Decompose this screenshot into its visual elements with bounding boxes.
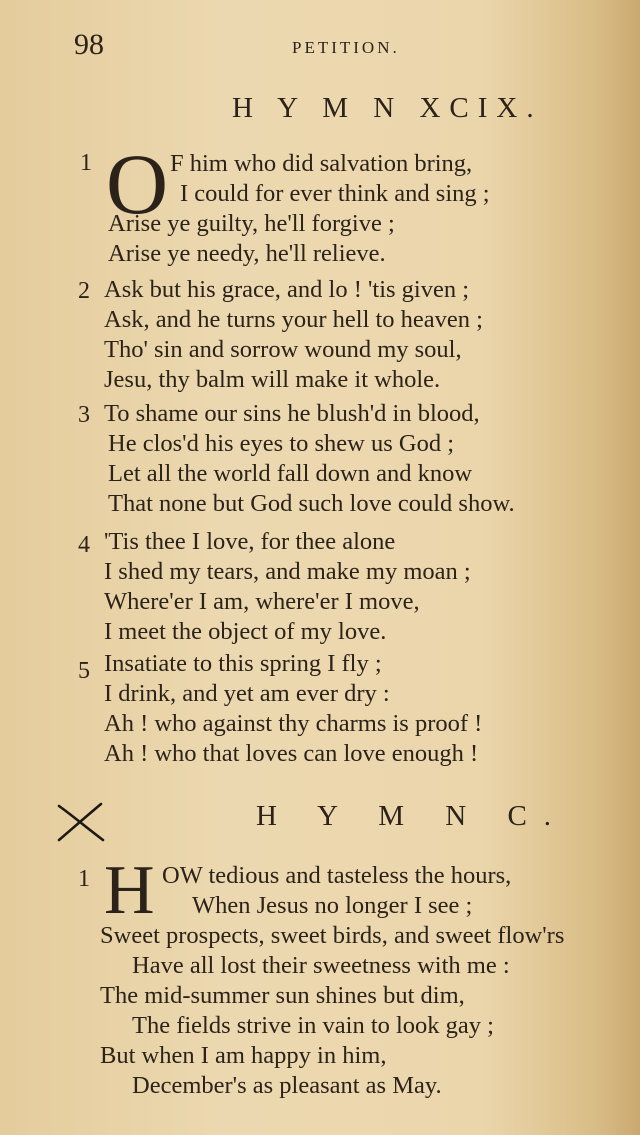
verse-line: Let all the world fall down and know [108,460,473,487]
hymn-title-c: H Y M N C. [256,800,569,832]
verse-line: The mid-summer sun shines but dim, [100,982,465,1009]
hymn-title-xcix: H Y M N XCIX. [232,92,543,124]
verse-line: I drink, and yet am ever dry : [104,680,390,707]
running-head: PETITION. [292,38,400,57]
page-number: 98 [74,28,104,61]
stanza-number: 1 [80,150,92,176]
stanza-number: 1 [78,866,90,892]
verse-line: Ask, and he turns your hell to heaven ; [104,306,483,333]
verse-line: When Jesus no longer I see ; [192,892,473,919]
handwritten-x-mark-icon [55,800,107,844]
verse-line: That none but God such love could show. [108,490,515,517]
verse-line: Ah ! who that loves can love enough ! [104,740,479,767]
verse-line: OW tedious and tasteless the hours, [162,862,512,889]
stanza-number: 5 [78,658,90,684]
stanza-number: 3 [78,402,90,428]
verse-line: Have all lost their sweetness with me : [132,952,510,979]
verse-line: F him who did salvation bring, [170,150,473,177]
verse-line: December's as pleasant as May. [132,1072,442,1099]
page-header [0,28,640,64]
verse-line: The fields strive in vain to look gay ; [132,1012,494,1039]
drop-cap: H [104,852,155,929]
stanza-number: 2 [78,278,90,304]
verse-line: I meet the object of my love. [104,618,387,645]
verse-line: Ask but his grace, and lo ! 'tis given ; [104,276,470,303]
verse-line: But when I am happy in him, [100,1042,387,1069]
verse-line: I shed my tears, and make my moan ; [104,558,471,585]
drop-cap: O [106,136,169,232]
verse-line: I could for ever think and sing ; [180,180,490,207]
verse-line: To shame our sins he blush'd in blood, [104,400,480,427]
verse-line: 'Tis thee I love, for thee alone [104,528,396,555]
verse-line: Ah ! who against thy charms is proof ! [104,710,483,737]
verse-line: Where'er I am, where'er I move, [104,588,420,615]
verse-line: Jesu, thy balm will make it whole. [104,366,441,393]
verse-line: He clos'd his eyes to shew us God ; [108,430,455,457]
verse-line: Sweet prospects, sweet birds, and sweet flow'rs [100,922,565,949]
stanza-number: 4 [78,532,90,558]
verse-line: Arise ye needy, he'll relieve. [108,240,386,267]
verse-line: Tho' sin and sorrow wound my soul, [104,336,462,363]
verse-line: Insatiate to this spring I fly ; [104,650,382,677]
verse-line: Arise ye guilty, he'll forgive ; [108,210,395,237]
